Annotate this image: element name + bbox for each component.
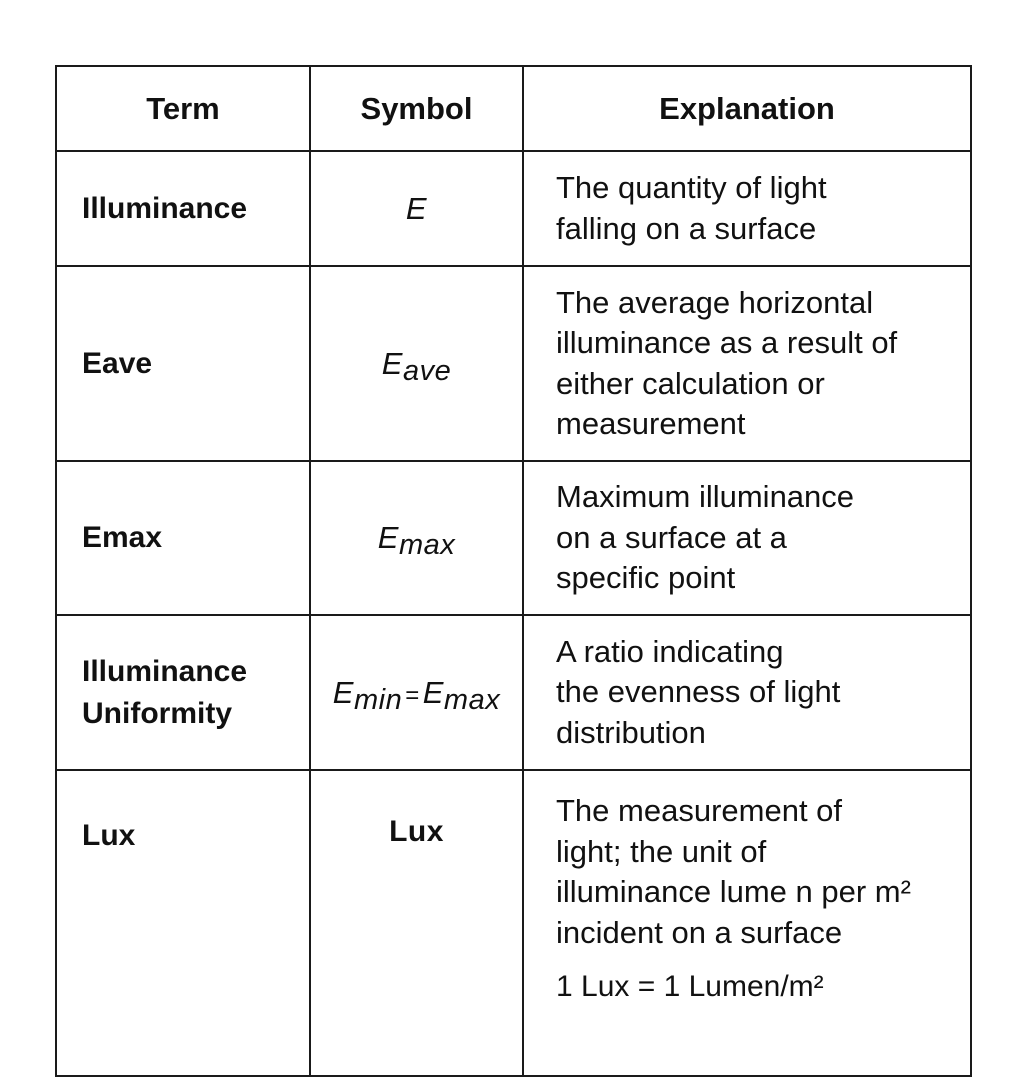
explanation-line: illuminance as a result of [556,325,898,360]
explanation-line: light; the unit of [556,833,767,869]
symbol-subscript: min [353,683,403,716]
table-row [56,615,971,770]
table-header-row [56,66,971,151]
term-line: Illuminance [82,654,248,688]
table-row [56,151,971,266]
symbol-base: E [332,674,354,710]
explanation-line: falling on a surface [556,210,817,246]
term-cell: Illuminance [56,151,310,266]
symbol-base: E [377,520,399,555]
explanation-line: distribution [556,714,706,750]
lighting-terms-table [55,65,972,1077]
explanation-cell [523,615,971,770]
table-row [56,461,971,615]
symbol-base: E [381,345,403,381]
table-row [56,266,971,461]
symbol-cell [310,151,523,266]
symbol-subscript: max [398,529,456,561]
explanation-line: A ratio indicating [556,633,784,669]
term-cell: Eave [56,266,310,461]
term-cell: Lux [56,770,310,1076]
table-row [56,770,971,1076]
explanation-cell [523,151,971,266]
explanation-line: Maximum illuminance [556,479,855,515]
explanation-line: specific point [556,560,736,596]
symbol-cell [310,461,523,615]
explanation-cell [523,770,971,1076]
term-cell: Emax [56,461,310,615]
symbol-base: E [422,674,444,710]
explanation-line: incident on a surface [556,914,843,950]
symbol-base: E [405,190,428,226]
symbol-subscript: ave [402,354,452,387]
explanation-cell [523,266,971,461]
symbol-cell [310,615,523,770]
explanation-line: on a surface at a [556,519,787,555]
glossary-table-container [55,65,970,1045]
symbol-cell [310,266,523,461]
explanation-line: the evenness of light [556,674,841,710]
header-explanation: Explanation [523,66,971,151]
symbol-cell: Lux [310,770,523,1076]
symbol-subscript: max [443,683,501,716]
symbol-separator: = [405,681,420,709]
term-line: Uniformity [82,696,232,730]
explanation-cell [523,461,971,615]
header-symbol: Symbol [310,66,523,151]
explanation-line: The measurement of [556,793,843,828]
header-term: Term [56,66,310,151]
explanation-line: The average horizontal [556,284,874,320]
explanation-line: The quantity of light [556,170,827,205]
term-cell [56,615,310,770]
explanation-line: illuminance lume n per m² [556,874,911,909]
explanation-line: measurement [556,406,746,441]
explanation-line: either calculation or [556,365,825,401]
lux-formula: 1 Lux = 1 Lumen/m² [556,970,824,1003]
